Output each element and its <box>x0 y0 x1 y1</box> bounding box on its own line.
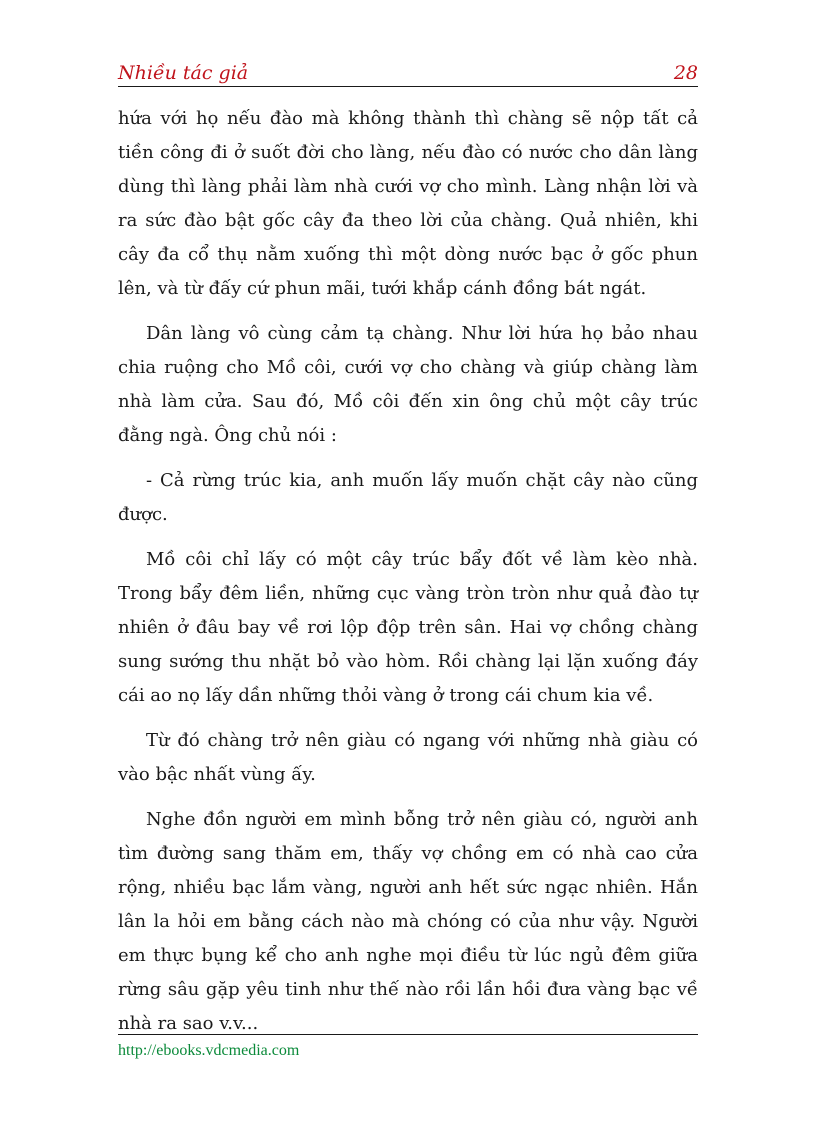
page-body <box>118 102 698 1052</box>
page-number: 28 <box>673 62 698 84</box>
paragraph: hứa với họ nếu đào mà không thành thì chàng sẽ nộp tất cả tiền công đi ở suốt đời cho làng, nếu đào có nước cho dân làng dùng thì làng phải làm nhà cưới vợ cho mình. Làng nhận lời và ra sức đào bật gốc cây đa theo lời của chàng. Quả nhiên, khi cây đa cổ thụ nằm xuống thì một dòng nước bạc ở gốc phun lên, và từ đấy cứ phun mãi, tưới khắp cánh đồng bát ngát. <box>118 108 698 299</box>
page-header <box>118 62 698 87</box>
paragraph: Nghe đồn người em mình bỗng trở nên giàu có, người anh tìm đường sang thăm em, thấy vợ chồng em có nhà cao cửa rộng, nhiều bạc lắm vàng, người anh hết sức ngạc nhiên. Hắn lân la hỏi em bằng cách nào mà chóng có của như vậy. Người em thực bụng kể cho anh nghe mọi điều từ lúc ngủ đêm giữa rừng sâu gặp yêu tinh như thế nào rồi lần hồi đưa vàng bạc về nhà ra sao v.v... <box>118 809 698 1034</box>
paragraph: Mồ côi chỉ lấy có một cây trúc bẩy đốt về làm kèo nhà. Trong bẩy đêm liền, những cục vàng tròn tròn như quả đào tự nhiên ở đâu bay về rơi lộp độp trên sân. Hai vợ chồng chàng sung sướng thu nhặt bỏ vào hòm. Rồi chàng lại lặn xuống đáy cái ao nọ lấy dần những thỏi vàng ở trong cái chum kia về. <box>118 549 698 706</box>
footer-divider <box>118 1034 698 1035</box>
paragraph-dialogue: - Cả rừng trúc kia, anh muốn lấy muốn chặt cây nào cũng được. <box>118 470 698 525</box>
book-author-title: Nhiều tác giả <box>118 62 249 84</box>
footer-source-link[interactable]: http://ebooks.vdcmedia.com <box>118 1042 300 1059</box>
paragraph: Từ đó chàng trở nên giàu có ngang với những nhà giàu có vào bậc nhất vùng ấy. <box>118 730 698 785</box>
paragraph: Dân làng vô cùng cảm tạ chàng. Như lời hứa họ bảo nhau chia ruộng cho Mồ côi, cưới vợ cho chàng và giúp chàng làm nhà làm cửa. Sau đó, Mồ côi đến xin ông chủ một cây trúc đằng ngà. Ông chủ nói : <box>118 323 698 446</box>
